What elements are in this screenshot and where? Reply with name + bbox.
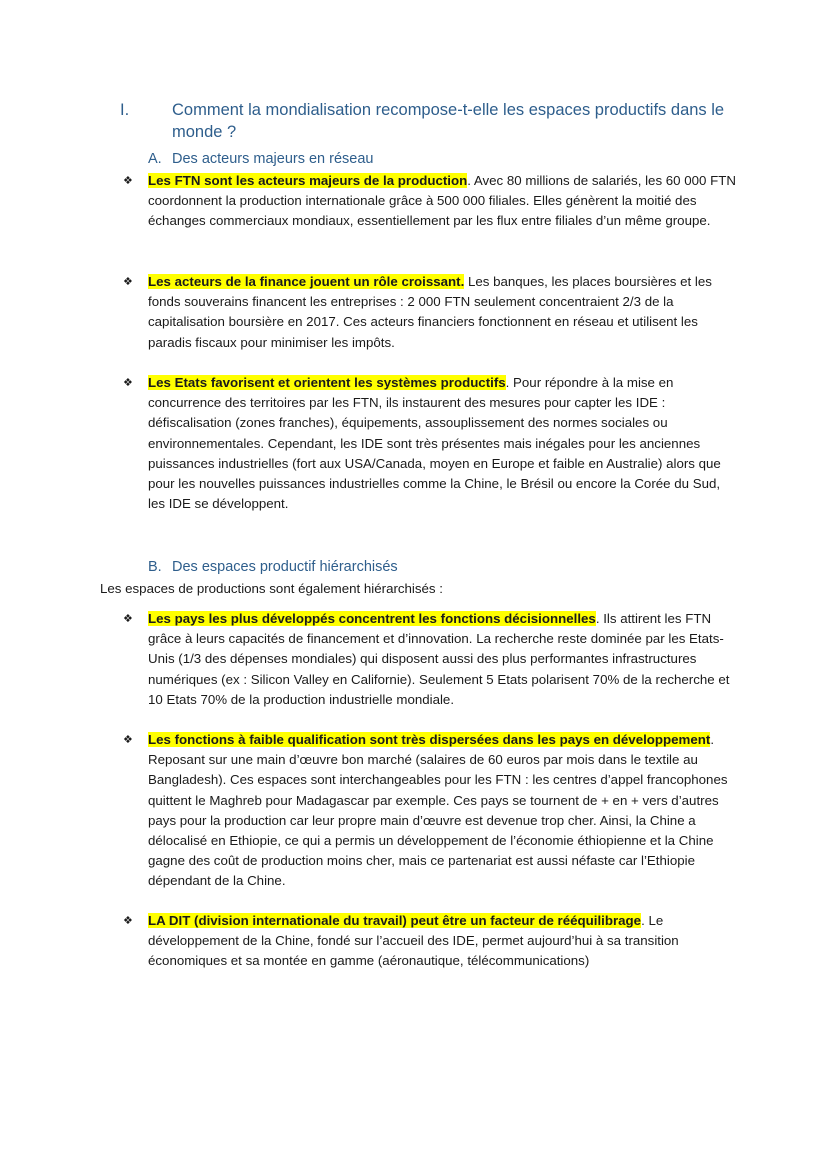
bullet-text: . Le développement de la Chine, fondé sur l’accueil des IDE, permet aujourd’hui à sa transition économiques et sa montée en gamme (aéronautique, télécommunications) [148, 913, 679, 969]
heading-text: Comment la mondialisation recompose-t-elle les espaces productifs dans le monde ? [172, 101, 725, 141]
bullet-text: . Pour répondre à la mise en concurrence des territoires par les FTN, ils instaurent des mesures pour capter les IDE : défiscalisation (zones franches), équipements, assouplissement des normes sociales ou environnementales. Cependant, les IDE sont très présentes mais inégales pour les anciennes puissances industrielles (fort aux USA/Canada, moyen en Europe et faible en Australie) alors que pour les nouvelles puissances industrielles comme la Chine, le Brésil ou encore la Corée du Sud, les IDE se développent. [148, 375, 721, 512]
bullet-item [120, 911, 740, 972]
bullet-item [120, 609, 740, 710]
section-b-intro: Les espaces de productions sont également hiérarchisés : [100, 581, 443, 596]
bullet-item [120, 171, 740, 232]
bullet-text: Les banques, les places boursières et les fonds souverains financent les entreprises : 2 000 FTN seulement concentraient 2/3 de la capitalisation boursière en 2017. Ces acteurs financiers fonctionnent en réseau et utilisent les paradis fiscaux pour minimiser les impôts. [148, 274, 712, 350]
diamond-bullet-icon: ❖ [123, 377, 133, 389]
highlighted-text: Les fonctions à faible qualification sont très dispersées dans les pays en développement [148, 732, 711, 747]
bullet-text: . Reposant sur une main d’œuvre bon marché (salaires de 60 euros par mois dans le textile au Bangladesh). Ces espaces sont interchangeables pour les FTN : les centres d’appel francophones quittent le Maghreb pour Madagascar par exemple. Ces pays se tournent de + en + vers d’autres pays pour la production car leur propre main d’œuvre est devenue trop cher. Ainsi, la Chine a délocalisé en Ethiopie, ce qui a permis un développement de l’économie éthiopienne et la Chine gagne des coût de production moins cher, mais ce partenariat est aussi néfaste car l’Ethiopie dépendant de la Chine. [148, 732, 728, 889]
diamond-bullet-icon: ❖ [123, 276, 133, 288]
highlighted-text: Les pays les plus développés concentrent les fonctions décisionnelles [148, 611, 596, 626]
heading-level-1 [120, 99, 760, 143]
highlighted-text: Les acteurs de la finance jouent un rôle croissant. [148, 274, 465, 289]
highlighted-text: LA DIT (division internationale du travail) peut être un facteur de rééquilibrage [148, 913, 642, 928]
diamond-bullet-icon: ❖ [123, 734, 133, 746]
section-b-title: Des espaces productif hiérarchisés [172, 559, 398, 575]
diamond-bullet-icon: ❖ [123, 915, 133, 927]
bullet-item [120, 272, 740, 353]
bullet-item [120, 373, 740, 514]
heading-number: I. [120, 101, 130, 119]
bullet-text: . Avec 80 millions de salariés, les 60 000 FTN coordonnent la production internationale grâce à 500 000 filiales. Elles génèrent la moitié des échanges commerciaux mondiaux, essentiellement par les flux entre filiales d’un même groupe. [148, 173, 736, 229]
section-a-number: A. [148, 151, 162, 167]
section-b-number: B. [148, 559, 162, 575]
section-a-heading [148, 150, 374, 168]
highlighted-text: Les Etats favorisent et orientent les systèmes productifs [148, 375, 506, 390]
diamond-bullet-icon: ❖ [123, 613, 133, 625]
diamond-bullet-icon: ❖ [123, 175, 133, 187]
section-b-heading [148, 558, 398, 576]
bullet-text: . Ils attirent les FTN grâce à leurs capacités de financement et d’innovation. La recherche reste dominée par les Etats-Unis (1/3 des dépenses mondiales) qui disposent aussi des plus performantes infrastructures numériques (ex : Silicon Valley en Californie). Seulement 5 Etats polarisent 70% de la recherche et 10 Etats 70% de la production industrielle mondiale. [148, 611, 730, 707]
section-a-title: Des acteurs majeurs en réseau [172, 151, 374, 167]
highlighted-text: Les FTN sont les acteurs majeurs de la production [148, 173, 468, 188]
bullet-item [120, 730, 740, 892]
